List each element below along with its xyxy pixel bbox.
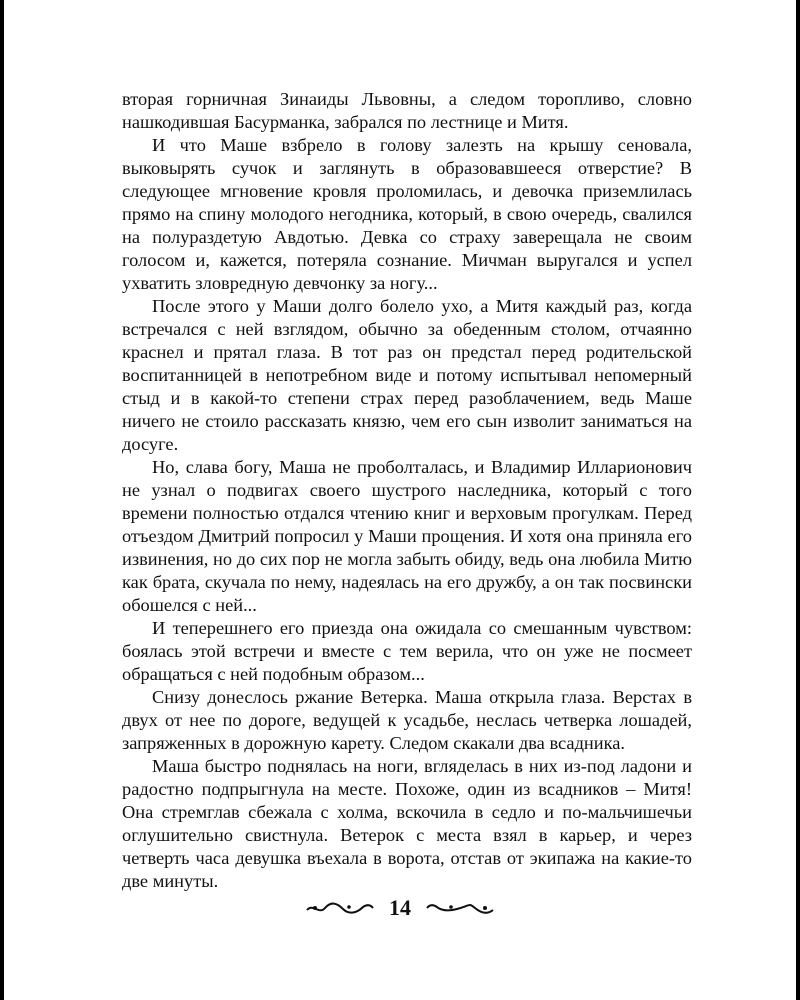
- page-footer: [4, 893, 796, 923]
- paragraph: вторая горничная Зинаиды Львовны, а следом торопливо, словно нашкодившая Басурманка, забрался по лестнице и Митя.: [122, 89, 692, 132]
- page-number: 14: [389, 895, 411, 920]
- paragraph: Маша быстро поднялась на ноги, вгляделась в них из-под ладони и радостно подпрыгнула на месте. Похоже, один из всадников – Митя! Она стремглав сбежала с холма, вскочила в седло и по-мальчишечьи оглушительно свистнула. Ветерок с места взял в карьер, и через четверть часа девушка въехала в ворота, отстав от экипажа на какие-то две минуты.: [122, 756, 692, 891]
- body-text: [122, 88, 692, 893]
- paragraph: После этого у Маши долго болело ухо, а Митя каждый раз, когда встречался с ней взглядом, обычно за обеденным столом, отчаянно краснел и прятал глаза. В тот раз он предстал перед родительской воспитанницей в непотребном виде и потому испытывал непомерный стыд и в какой-то степени страх перед разоблачением, ведь Маше ничего не стоило рассказать князю, чем его сын изволит заниматься на досуге.: [122, 296, 692, 454]
- paragraph: И теперешнего его приезда она ожидала со смешанным чувством: боялась этой встречи и вместе с тем верила, что он уже не посмеет обращаться с ней подобным образом...: [122, 618, 692, 684]
- paragraph: И что Маше взбрело в голову залезть на крышу сеновала, выковырять сучок и заглянуть в образовавшееся отверстие? В следующее мгновение кровля проломилась, и девочка приземлилась прямо на спину молодого негодника, который, в свою очередь, свалился на полураздетую Авдотью. Девка со страху заверещала не своим голосом и, кажется, потеряла сознание. Мичман выругался и успел ухватить зловредную девчонку за ногу...: [122, 135, 692, 293]
- left-ornament-icon: [305, 899, 375, 917]
- paragraph: Но, слава богу, Маша не проболталась, и Владимир Илларионович не узнал о подвигах своего шустрого наследника, который с того времени полностью отдался чтению книг и верховым прогулкам. Перед отъездом Дмитрий попросил у Маши прощения. И хотя она приняла его извинения, но до сих пор не могла забыть обиду, ведь она любила Митю как брата, скучала по нему, надеялась на его дружбу, а он так посвински обошелся с ней...: [122, 457, 692, 615]
- book-page: [4, 0, 796, 1000]
- paragraph: Снизу донеслось ржание Ветерка. Маша открыла глаза. Верстах в двух от нее по дороге, ведущей к усадьбе, неслась четверка лошадей, запряженных в дорожную карету. Следом скакали два всадника.: [122, 687, 692, 753]
- right-ornament-icon: [425, 899, 495, 917]
